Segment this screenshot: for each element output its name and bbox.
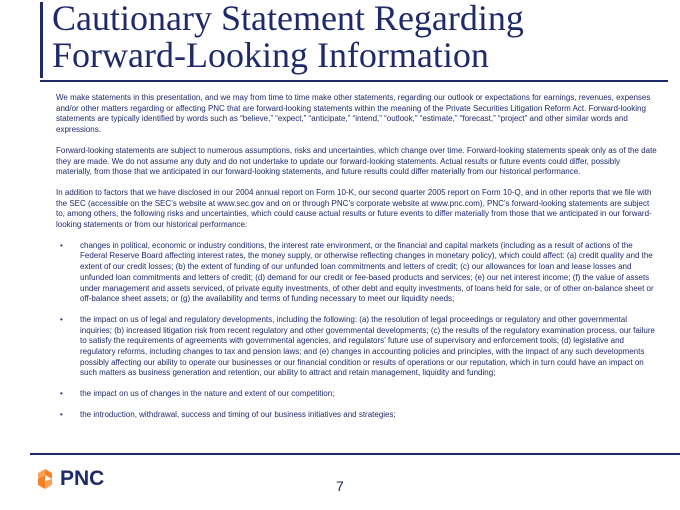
paragraph-risk-factors: In addition to factors that we have disclosed in our 2004 annual report on Form 10-K, our second quarter 2005 report on Form 10-Q, and in other reports that we file with the SEC (accessible on the SEC’s website at www.sec.gov and on or through PNC’s corporate website at www.pnc.com), PNC’s forward-looking statements are subject to, among others, the following risks and uncertainties, which could cause actual results or future events to differ materially from those that we anticipated in our forward-looking statements or from our historical performance: — [56, 187, 652, 230]
paragraph-assumptions: Forward-looking statements are subject to numerous assumptions, risks and uncertainties, which change over time. Forward-looking statements speak only as of the date they are made. We do not assume any duty and do not undertake to update our forward-looking statements. Actual results or future events could differ, possibly materially, from those that we anticipated in our forward-looking statements, and future results could differ materially from our historical performance. — [56, 145, 657, 177]
bullet-glyph: • — [60, 314, 63, 324]
list-item-text: the impact on us of changes in the nature and extent of our competition; — [80, 389, 335, 399]
bullet-glyph: • — [60, 389, 63, 399]
footer-divider — [30, 453, 680, 455]
header-divider — [40, 80, 668, 82]
pnc-logo-text: PNC — [60, 467, 105, 490]
pnc-logo — [34, 466, 104, 492]
bullet-glyph: • — [60, 409, 63, 419]
page-number: 7 — [336, 478, 344, 494]
bullet-glyph: • — [60, 240, 63, 250]
list-item — [56, 389, 658, 400]
title-accent-rule — [40, 2, 43, 78]
list-item-text: changes in political, economic or industry conditions, the interest rate environment, or the financial and capital markets (including as a result of actions of the Federal Reserve Board affecting interest rates, the money supply, or otherwise reflecting changes in monetary policy), which could affect: (a) credit quality and the extent of our credit losses; (b) the extent of funding of our unfunded loan commitments and letters of credit; (c) our allowances for loan and lease losses and unfunded loan commitments and letters of credit; (d) demand for our credit or fee-based products and services; (e) our net interest income; (f) the value of assets under management and assets serviced, of private equity investments, of other debt and equity investments, of loans held for sale, or of other on-balance sheet or off-balance sheet assets; or (g) the availability and terms of funding necessary to meet our liquidity needs; — [80, 240, 654, 304]
page-title-line-1: Cautionary Statement Regarding — [52, 0, 524, 38]
paragraph-intro: We make statements in this presentation, and we may from time to time make other statements, regarding our outlook or expectations for earnings, revenues, expenses and/or other matters regarding or affecting PNC that are forward-looking statements within the meaning of the Private Securities Litigation Reform Act. Forward-looking statements are typically identified by words such as “believe,” “expect,” “anticipate,” “intend,” “outlook,” “estimate,” “forecast,” “project” and other similar words and expressions. — [56, 93, 651, 135]
list-item-text: the impact on us of legal and regulatory developments, including the following: (a) the resolution of legal proceedings or regulatory and other governmental inquiries; (b) increased litigation risk from recent regulatory and other governmental developments; (c) the results of the regulatory examination process, our failure to satisfy the requirements of agreements with governmental agencies, and regulators’ future use of supervisory and enforcement tools; (d) legislative and regulatory reforms, including changes to tax and pension laws; and (e) changes in accounting policies and principles, with the impact of any such developments possibly affecting our ability to operate our businesses or our financial condition or results of operations or our reputation, which in turn could have an impact on such matters as business generation and retention, our ability to attract and retain management, liquidity and funding; — [80, 314, 655, 378]
list-item — [56, 315, 658, 379]
page-title-line-2: Forward-Looking Information — [52, 35, 489, 75]
list-item — [56, 410, 658, 421]
list-item — [56, 241, 658, 305]
pnc-logo-mark-icon — [34, 468, 56, 490]
list-item-text: the introduction, withdrawal, success and timing of our business initiatives and strategies; — [80, 409, 396, 419]
page-title — [52, 0, 672, 74]
risk-list — [56, 241, 658, 421]
statement-body — [56, 93, 658, 431]
